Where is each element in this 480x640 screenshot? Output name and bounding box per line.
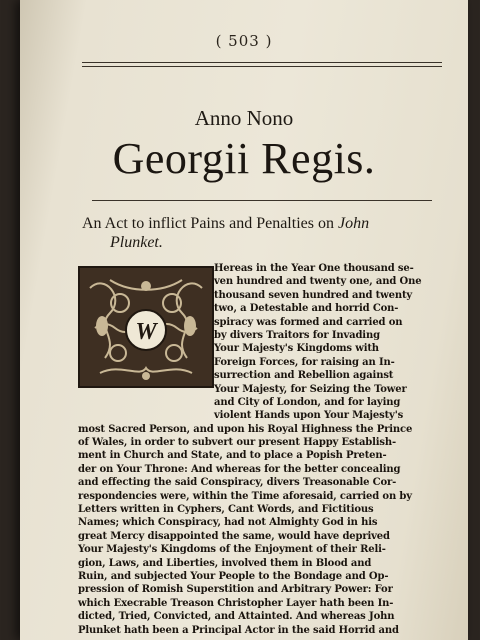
body-line: most Sacred Person, and upon his Royal Highness the Prince [78, 423, 413, 435]
act-title-text: An Act to inflict Pains and Penalties on [82, 215, 338, 232]
body-line: by divers Traitors for Invading [214, 329, 380, 341]
act-body-text [78, 262, 422, 637]
title-rule [92, 200, 432, 201]
body-line: and City of London, and for laying [214, 396, 401, 408]
body-line: pression of Romish Superstition and Arbitrary Power: For [78, 584, 393, 596]
heading-georgii-regis: Georgii Regis. [112, 134, 376, 183]
initial-letter: W [135, 319, 157, 345]
header-rule-top [82, 62, 442, 63]
body-line: thousand seven hundred and twenty [214, 289, 413, 301]
document-page [20, 0, 468, 640]
body-line: ment in Church and State, and to place a Popish Preten- [78, 450, 387, 462]
body-line: Your Majesty, for Seizing the Tower [214, 383, 407, 395]
body-line: violent Hands upon Your Majesty's [214, 410, 404, 422]
body-line: dicted, Tried, Convicted, and Attainted. And whereas John [78, 611, 395, 623]
body-line: and effecting the said Conspiracy, divers Treasonable Cor- [78, 477, 397, 489]
body-line: Ruin, and subjected Your People to the Bondage and Op- [78, 570, 389, 582]
header-rule-bottom [82, 66, 442, 67]
body-line: surrection and Rebellion against [214, 370, 394, 382]
body-line: Letters written in Cyphers, Cant Words, and Fictitious [78, 504, 374, 516]
body-line: der on Your Throne: And whereas for the better concealing [78, 463, 401, 475]
body-line: respondencies were, within the Time aforesaid, carried on by [78, 490, 412, 502]
act-title-name-first: John [337, 215, 370, 232]
body-line: Your Majesty's Kingdoms of the Enjoyment of their Reli- [78, 544, 386, 556]
body-line: Your Majesty's Kingdoms with [214, 343, 379, 355]
body-line: of Wales, in order to subvert our present Happy Establish- [78, 437, 397, 449]
act-title-name-last: Plunket. [110, 234, 163, 251]
body-line: gion, Laws, and Liberties, involved them in Blood and [78, 557, 372, 569]
page-number: ( 503 ) [215, 32, 273, 50]
heading-anno-nono: Anno Nono [194, 106, 294, 130]
body-line: great Mercy disappointed the same, would have deprived [78, 530, 390, 542]
body-line: spiracy was formed and carried on [214, 316, 403, 328]
body-line: Foreign Forces, for raising an In- [214, 356, 395, 368]
body-line: Names; which Conspiracy, had not Almighty God in his [78, 517, 378, 529]
body-line: Plunket hath been a Principal Actor in the said Horrid and [78, 624, 399, 636]
body-line: Hereas in the Year One thousand se- [214, 263, 414, 274]
act-title [82, 214, 422, 252]
body-line: which Execrable Treason Christopher Layer hath been In- [78, 597, 394, 609]
body-line: two, a Detestable and horrid Con- [214, 303, 399, 315]
body-line: ven hundred and twenty one, and One [214, 276, 422, 288]
